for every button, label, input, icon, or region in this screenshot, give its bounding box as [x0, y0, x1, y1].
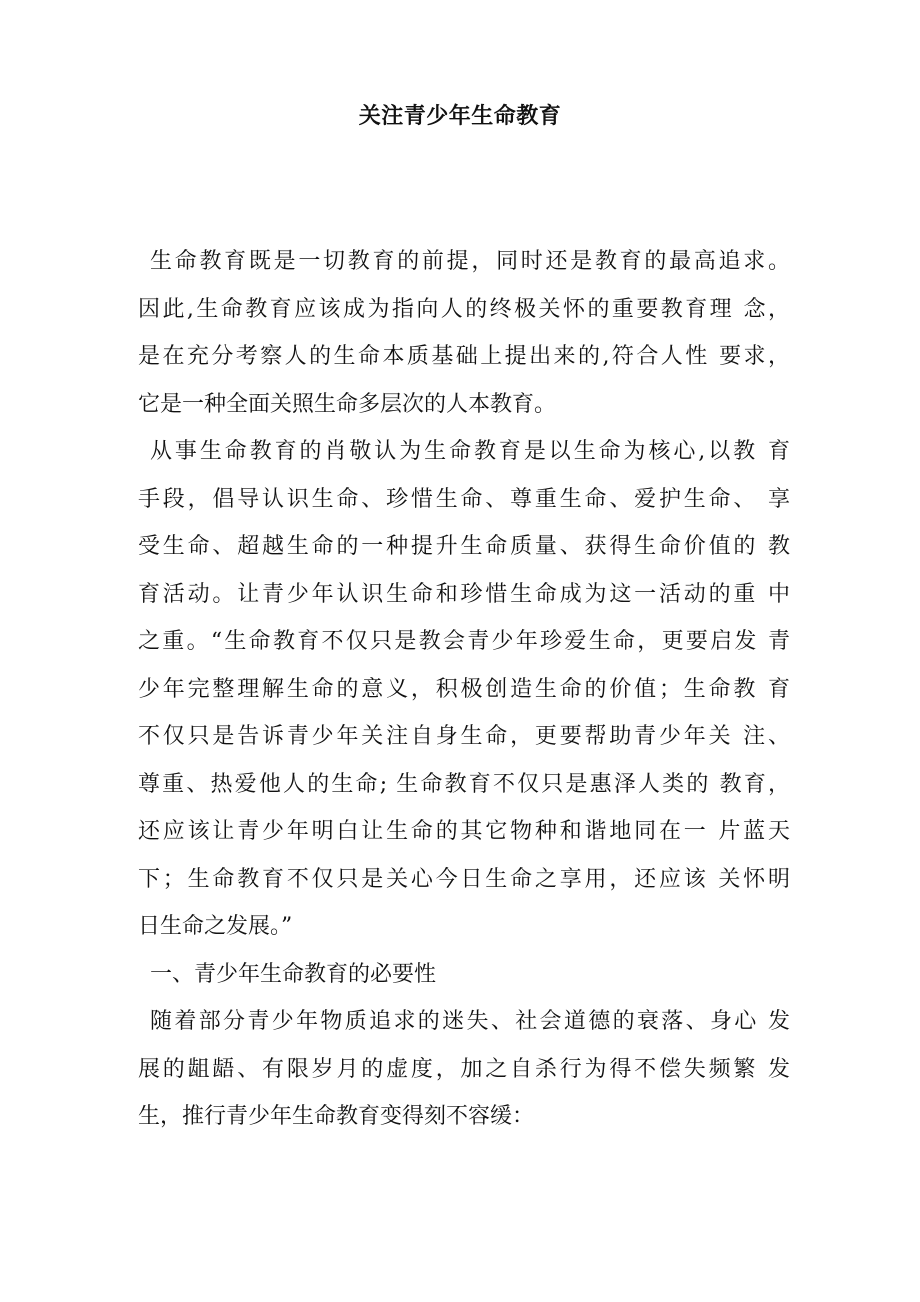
- section-heading: 一、青少年生命教育的必要性: [150, 961, 437, 987]
- paragraph-line: 生命教育既是一切教育的前提，同时还是教育的最高追求。: [150, 249, 790, 274]
- document-title: 关注青少年生命教育: [358, 103, 562, 129]
- paragraph-line: 还应该让青少年明白让生命的其它物种和谐地同在一 片蓝天: [138, 819, 790, 844]
- paragraph-line: 不仅只是告诉青少年关注自身生命，更要帮助青少年关 注、: [138, 724, 790, 749]
- paragraph-line: 生，推行青少年生命教育变得刻不容缓：: [138, 1104, 535, 1129]
- paragraph-line: 它是一种全面关照生命多层次的人本教育。: [138, 391, 557, 417]
- paragraph-line: 因此,生命教育应该成为指向人的终极关怀的重要教育理 念，: [138, 296, 790, 322]
- paragraph-line: 是在充分考察人的生命本质基础上提出来的,符合人性 要求，: [138, 344, 790, 369]
- paragraph-line: 从事生命教育的肖敬认为生命教育是以生命为核心,以教 育: [150, 439, 790, 464]
- paragraph-line: 受生命、超越生命的一种提升生命质量、获得生命价值的 教: [138, 534, 790, 559]
- paragraph-line: 展的龃龉、有限岁月的虚度，加之自杀行为得不偿失频繁 发: [138, 1056, 790, 1082]
- paragraph-line: 尊重、热爱他人的生命; 生命教育不仅只是惠泽人类的 教育，: [138, 771, 790, 797]
- paragraph-line: 育活动。让青少年认识生命和珍惜生命成为这一活动的重 中: [138, 581, 790, 607]
- paragraph-line: 日生命之发展。”: [138, 914, 293, 939]
- paragraph-line: 下；生命教育不仅只是关心今日生命之享用，还应该 关怀明: [138, 866, 790, 892]
- paragraph-line: 之重。“生命教育不仅只是教会青少年珍爱生命，更要启发 青: [138, 629, 790, 654]
- document-body: [138, 238, 790, 1141]
- paragraph-line: 手段，倡导认识生命、珍惜生命、尊重生命、爱护生命、 享: [138, 486, 790, 512]
- paragraph-line: 少年完整理解生命的意义，积极创造生命的价值；生命教 育: [138, 676, 790, 702]
- paragraph-line: 随着部分青少年物质追求的迷失、社会道德的衰落、身心 发: [150, 1009, 790, 1034]
